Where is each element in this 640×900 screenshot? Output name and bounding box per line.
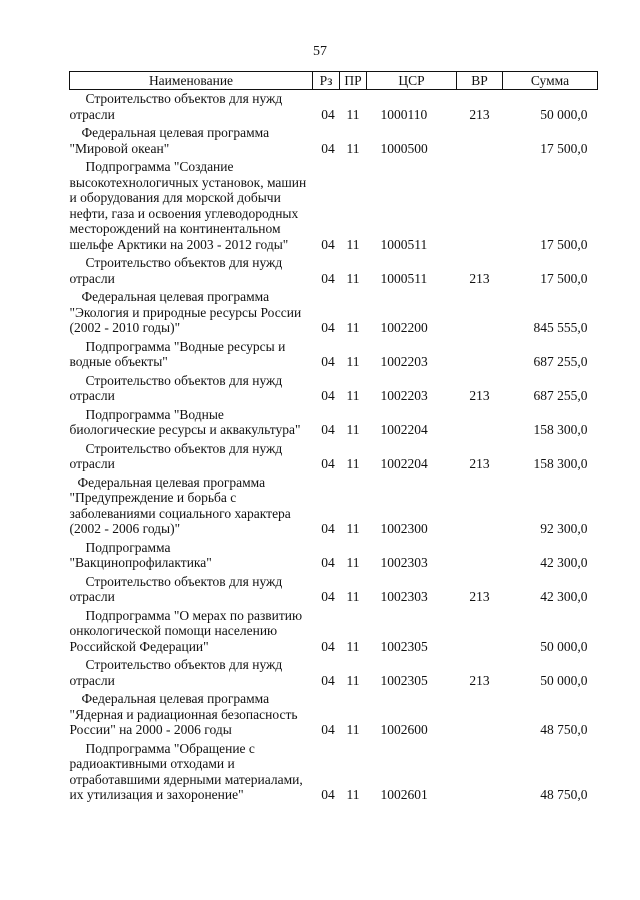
row-name: Подпрограмма "Водные биологические ресурсы и аквакультура" bbox=[69, 406, 301, 437]
row-pr: 11 bbox=[346, 354, 360, 369]
row-csr: 1002300 bbox=[380, 521, 428, 536]
row-vr: 213 bbox=[469, 456, 490, 471]
row-rz: 04 bbox=[321, 589, 335, 604]
column-header-pr: ПР bbox=[340, 72, 367, 90]
row-sum: 158 300,0 bbox=[533, 456, 588, 471]
row-name: Строительство объектов для нужд отрасли bbox=[69, 440, 283, 471]
table-row bbox=[70, 573, 598, 607]
row-rz: 04 bbox=[321, 388, 335, 403]
row-csr: 1002305 bbox=[380, 672, 428, 688]
row-sum: 687 255,0 bbox=[533, 354, 588, 369]
row-vr: 213 bbox=[469, 672, 490, 688]
column-header-rz: Рз bbox=[313, 72, 340, 90]
row-rz: 04 bbox=[321, 638, 335, 654]
row-vr: 213 bbox=[469, 106, 490, 122]
row-sum: 158 300,0 bbox=[533, 422, 588, 437]
table-row bbox=[70, 656, 598, 690]
row-rz: 04 bbox=[321, 456, 335, 471]
row-csr: 1002305 bbox=[380, 638, 428, 654]
row-name: Строительство объектов для нужд отрасли bbox=[69, 573, 283, 604]
row-name: Федеральная целевая программа "Ядерная и радиационная безопасность России" на 2000 - 2006 годы bbox=[69, 691, 298, 737]
row-sum: 17 500,0 bbox=[540, 270, 588, 286]
column-header-name: Наименование bbox=[70, 72, 313, 90]
table-row bbox=[70, 607, 598, 657]
row-vr bbox=[457, 288, 503, 338]
row-csr: 1000511 bbox=[380, 236, 428, 252]
row-sum: 845 555,0 bbox=[533, 320, 588, 335]
row-vr bbox=[457, 406, 503, 440]
column-header-csr: ЦСР bbox=[367, 72, 457, 90]
row-rz: 04 bbox=[321, 787, 335, 802]
row-sum: 42 300,0 bbox=[540, 589, 588, 604]
row-csr: 1002200 bbox=[380, 320, 428, 335]
row-rz: 04 bbox=[321, 236, 335, 252]
row-vr: 213 bbox=[469, 388, 490, 403]
row-vr bbox=[457, 740, 503, 805]
row-csr: 1002303 bbox=[380, 555, 428, 570]
row-csr: 1000500 bbox=[380, 140, 428, 156]
row-rz: 04 bbox=[321, 270, 335, 286]
row-vr bbox=[457, 607, 503, 657]
row-name: Строительство объектов для нужд отрасли bbox=[69, 255, 283, 286]
table-row bbox=[70, 288, 598, 338]
row-name: Федеральная целевая программа "Экология и природные ресурсы России (2002 - 2010 годы)" bbox=[69, 289, 302, 335]
row-sum: 48 750,0 bbox=[540, 722, 588, 737]
row-name: Строительство объектов для нужд отрасли bbox=[69, 91, 283, 122]
table-row bbox=[70, 539, 598, 573]
row-pr: 11 bbox=[346, 106, 360, 122]
table-row bbox=[70, 254, 598, 288]
row-csr: 1002601 bbox=[380, 787, 428, 802]
row-pr: 11 bbox=[346, 388, 360, 403]
row-sum: 50 000,0 bbox=[540, 106, 588, 122]
row-csr: 1002303 bbox=[380, 589, 428, 604]
row-csr: 1002600 bbox=[380, 722, 428, 737]
row-pr: 11 bbox=[346, 672, 360, 688]
budget-table bbox=[69, 71, 598, 805]
row-rz: 04 bbox=[321, 722, 335, 737]
row-sum: 687 255,0 bbox=[533, 388, 588, 403]
row-pr: 11 bbox=[346, 722, 360, 737]
row-pr: 11 bbox=[346, 787, 360, 802]
row-rz: 04 bbox=[321, 354, 335, 369]
table-row bbox=[70, 158, 598, 254]
row-rz: 04 bbox=[321, 320, 335, 335]
row-pr: 11 bbox=[346, 140, 360, 156]
row-name: Подпрограмма "Обращение с радиоактивными отходами и отработавшими ядерными материалами, их утилизация и захоронение" bbox=[69, 740, 303, 802]
table-row bbox=[70, 740, 598, 805]
row-vr: 213 bbox=[469, 589, 490, 604]
row-pr: 11 bbox=[346, 422, 360, 437]
table-row bbox=[70, 690, 598, 740]
row-pr: 11 bbox=[346, 555, 360, 570]
row-vr bbox=[457, 338, 503, 372]
row-vr bbox=[457, 690, 503, 740]
table-row bbox=[70, 440, 598, 474]
row-vr bbox=[457, 474, 503, 539]
row-pr: 11 bbox=[346, 456, 360, 471]
column-header-vr: ВР bbox=[457, 72, 503, 90]
row-pr: 11 bbox=[346, 320, 360, 335]
page-number: 57 bbox=[313, 44, 327, 59]
row-vr bbox=[457, 124, 503, 158]
row-sum: 17 500,0 bbox=[540, 140, 588, 156]
row-name: Федеральная целевая программа "Предупреждение и борьба с заболеваниями социального характера (2002 - 2006 годы)" bbox=[69, 474, 291, 536]
table-row bbox=[70, 474, 598, 539]
table-row bbox=[70, 338, 598, 372]
row-csr: 1000511 bbox=[380, 270, 428, 286]
row-sum: 17 500,0 bbox=[540, 236, 588, 252]
row-pr: 11 bbox=[346, 270, 360, 286]
table-row bbox=[70, 406, 598, 440]
row-vr bbox=[457, 539, 503, 573]
row-name: Строительство объектов для нужд отрасли bbox=[69, 372, 283, 403]
table-row bbox=[70, 90, 598, 125]
row-csr: 1002204 bbox=[380, 422, 428, 437]
table-header-row bbox=[70, 72, 598, 90]
row-sum: 92 300,0 bbox=[540, 521, 588, 536]
table-row bbox=[70, 372, 598, 406]
row-csr: 1002203 bbox=[380, 354, 428, 369]
row-pr: 11 bbox=[346, 521, 360, 536]
row-rz: 04 bbox=[321, 106, 335, 122]
row-sum: 42 300,0 bbox=[540, 555, 588, 570]
column-header-sum: Сумма bbox=[503, 72, 598, 90]
row-vr: 213 bbox=[469, 270, 490, 286]
row-pr: 11 bbox=[346, 236, 360, 252]
row-name: Федеральная целевая программа "Мировой океан" bbox=[69, 125, 270, 156]
row-csr: 1000110 bbox=[380, 106, 428, 122]
row-sum: 48 750,0 bbox=[540, 787, 588, 802]
row-sum: 50 000,0 bbox=[540, 672, 588, 688]
row-name: Подпрограмма "Создание высокотехнологичных установок, машин и оборудования для морской добычи нефти, газа и освоения углеводородных месторождений на континентальном шельфе Арктики на 2003 - 2012 годы" bbox=[69, 159, 307, 252]
row-pr: 11 bbox=[346, 589, 360, 604]
row-csr: 1002204 bbox=[380, 456, 428, 471]
row-rz: 04 bbox=[321, 672, 335, 688]
row-name: Строительство объектов для нужд отрасли bbox=[69, 657, 283, 688]
row-rz: 04 bbox=[321, 555, 335, 570]
row-sum: 50 000,0 bbox=[540, 638, 588, 654]
row-csr: 1002203 bbox=[380, 388, 428, 403]
row-rz: 04 bbox=[321, 521, 335, 536]
row-name: Подпрограмма "О мерах по развитию онкологической помощи населению Российской Федерации" bbox=[69, 607, 303, 654]
row-vr bbox=[457, 158, 503, 254]
row-rz: 04 bbox=[321, 422, 335, 437]
row-name: Подпрограмма "Вакцинопрофилактика" bbox=[69, 539, 212, 570]
table-row bbox=[70, 124, 598, 158]
row-name: Подпрограмма "Водные ресурсы и водные объекты" bbox=[69, 338, 286, 369]
row-pr: 11 bbox=[346, 638, 360, 654]
row-rz: 04 bbox=[321, 140, 335, 156]
